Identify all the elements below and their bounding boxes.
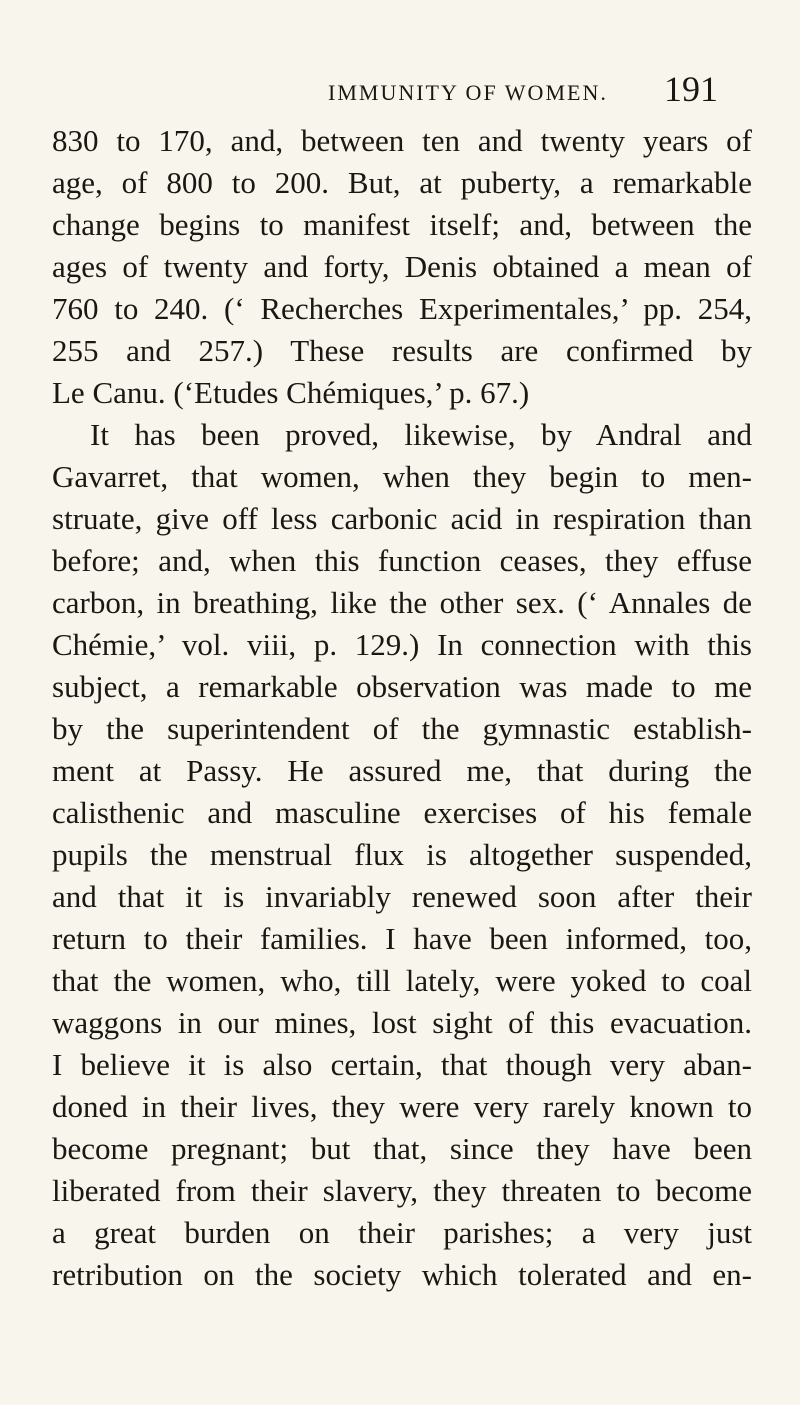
text-line: Gavarret, that women, when they begin to men- — [52, 459, 752, 494]
text-line: struate, give off less carbonic acid in respiration than — [52, 501, 752, 536]
page-number: 191 — [664, 69, 718, 109]
text-line: by the superintendent of the gymnastic establish- — [52, 711, 752, 746]
running-title: IMMUNITY OF WOMEN. — [328, 80, 608, 105]
text-line: retribution on the society which tolerated and en- — [52, 1257, 752, 1292]
text-line: Le Canu. (‘Etudes Chémiques,’ p. 67.) — [52, 375, 530, 410]
text-line: a great burden on their parishes; a very just — [52, 1215, 752, 1250]
text-line: become pregnant; but that, since they have been — [52, 1131, 752, 1166]
text-line: Chémie,’ vol. viii, p. 129.) In connection with this — [52, 627, 752, 662]
body-text — [52, 120, 752, 1296]
text-line: calisthenic and masculine exercises of his female — [52, 795, 752, 830]
text-line: doned in their lives, they were very rarely known to — [52, 1089, 752, 1124]
text-line: age, of 800 to 200. But, at puberty, a remarkable — [52, 165, 752, 200]
text-line: that the women, who, till lately, were yoked to coal — [52, 963, 752, 998]
running-head — [0, 62, 800, 109]
text-line: ment at Passy. He assured me, that during the — [52, 753, 752, 788]
text-line: and that it is invariably renewed soon after their — [52, 879, 752, 914]
text-line: ages of twenty and forty, Denis obtained a mean of — [52, 249, 752, 284]
text-line: 830 to 170, and, between ten and twenty years of — [52, 123, 752, 158]
text-line: 255 and 257.) These results are confirmed by — [52, 333, 752, 368]
text-line: return to their families. I have been informed, too, — [52, 921, 752, 956]
text-line: pupils the menstrual flux is altogether suspended, — [52, 837, 752, 872]
text-line: before; and, when this function ceases, they effuse — [52, 543, 752, 578]
paragraph-start-line: It has been proved, likewise, by Andral and — [90, 417, 752, 452]
text-line: waggons in our mines, lost sight of this evacuation. — [52, 1005, 752, 1040]
text-line: subject, a remarkable observation was made to me — [52, 669, 752, 704]
text-line: liberated from their slavery, they threaten to become — [52, 1173, 752, 1208]
text-line: I believe it is also certain, that though very aban- — [52, 1047, 752, 1082]
text-line: 760 to 240. (‘ Recherches Experimentales,’ pp. 254, — [52, 291, 752, 326]
text-line: change begins to manifest itself; and, between the — [52, 207, 752, 242]
text-line: carbon, in breathing, like the other sex. (‘ Annales de — [52, 585, 752, 620]
